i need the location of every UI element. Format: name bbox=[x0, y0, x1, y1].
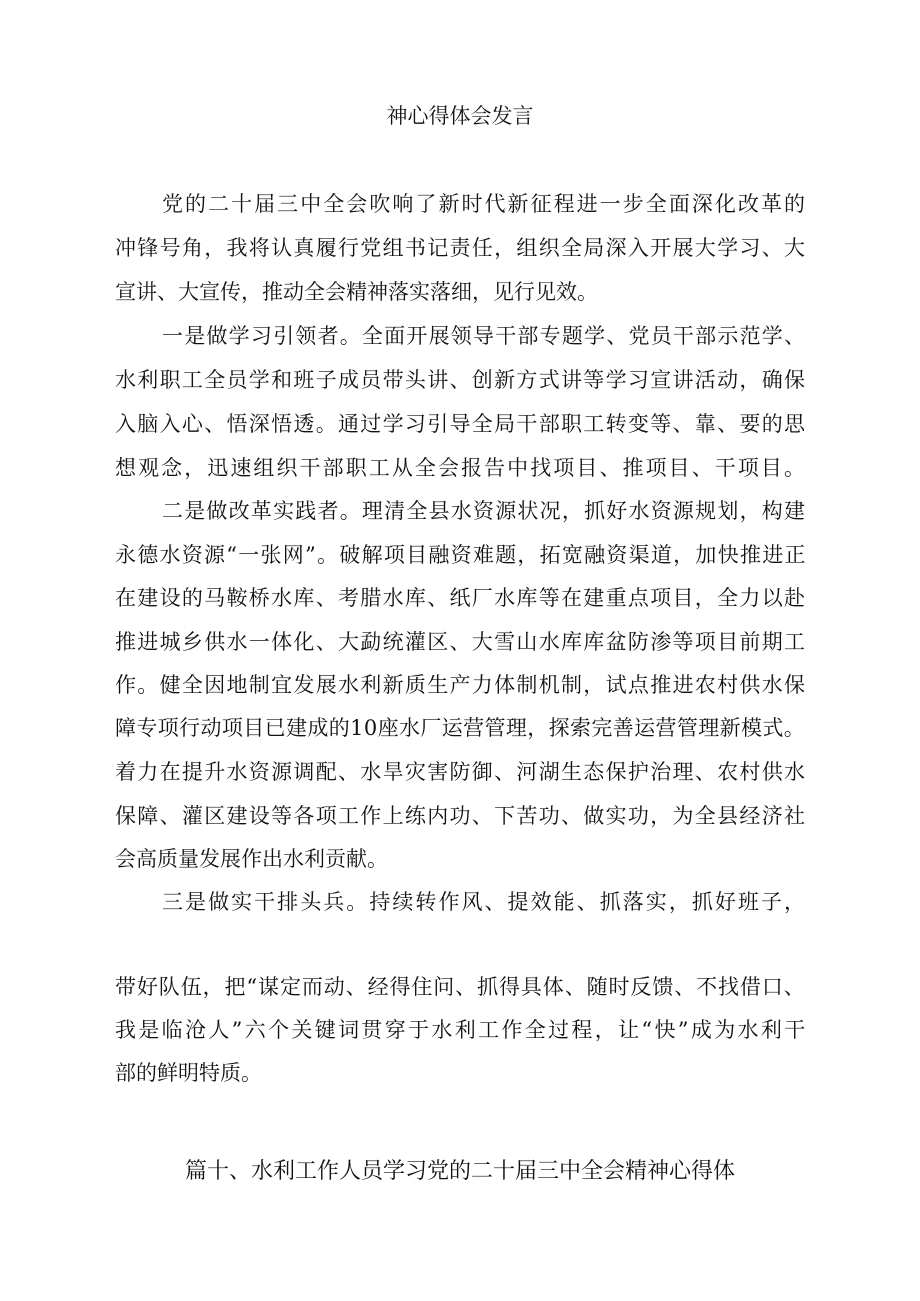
paragraph-1-line-1: 党的二十届三中全会吹响了新时代新征程进一步全面深化改革的 bbox=[162, 192, 808, 216]
paragraph-3-line-2: 永德水资源“一张网”。破解项目融资难题，拓宽融资渠道，加快推进正 bbox=[115, 543, 807, 567]
paragraph-2-line-1: 一是做学习引领者。全面开展领导干部专题学、党员干部示范学、 bbox=[162, 324, 807, 348]
paragraph-3-line-1: 二是做改革实践者。理清全县水资源状况，抓好水资源规划，构建 bbox=[162, 499, 807, 523]
paragraph-5-line-3: 部的鲜明特质。 bbox=[115, 1061, 262, 1085]
paragraph-1-line-3: 宣讲、大宣传，推动全会精神落实落细，见行见效。 bbox=[115, 280, 598, 304]
paragraph-3-line-6: 障专项行动项目已建成的10座水厂运营管理，探索完善运营管理新模式。 bbox=[115, 716, 806, 740]
paragraph-2-line-3: 入脑入心、悟深悟透。通过学习引导全局干部职工转变等、靠、要的思 bbox=[115, 412, 807, 436]
paragraph-1-line-2: 冲锋号角，我将认真履行党组书记责任，组织全局深入开展大学习、大 bbox=[115, 236, 807, 260]
paragraph-2-line-4: 想观念，迅速组织干部职工从全会报告中找项目、推项目、干项目。 bbox=[115, 456, 808, 480]
paragraph-3-line-3: 在建设的马鞍桥水库、考腊水库、纸厂水库等在建重点项目，全力以赴 bbox=[115, 586, 807, 610]
paragraph-2-line-2: 水利职工全员学和班子成员带头讲、创新方式讲等学习宣讲活动，确保 bbox=[115, 368, 807, 392]
paragraph-5-line-2: 我是临沧人”六个关键词贯穿于水利工作全过程，让“快”成为水利干 bbox=[115, 1018, 808, 1042]
next-section-heading: 篇十、水利工作人员学习党的二十届三中全会精神心得体 bbox=[184, 1159, 735, 1184]
paragraph-4-line-1: 三是做实干排头兵。持续转作风、提效能、抓落实，抓好班子， bbox=[162, 890, 808, 914]
paragraph-3-line-8: 保障、灌区建设等各项工作上练内功、下苦功、做实功，为全县经济社 bbox=[115, 804, 807, 828]
paragraph-3-line-4: 推进城乡供水一体化、大勐统灌区、大雪山水库库盆防渗等项目前期工 bbox=[115, 630, 807, 654]
document-title: 神心得体会发言 bbox=[386, 104, 534, 128]
paragraph-5-line-1: 带好队伍，把“谋定而动、经得住问、抓得具体、随时反馈、不找借口、 bbox=[115, 975, 806, 999]
paragraph-3-line-7: 着力在提升水资源调配、水旱灾害防御、河湖生态保护治理、农村供水 bbox=[115, 760, 807, 784]
paragraph-3-line-5: 作。健全因地制宜发展水利新质生产力体制机制，试点推进农村供水保 bbox=[115, 673, 807, 697]
paragraph-3-line-9: 会高质量发展作出水利贡献。 bbox=[115, 847, 388, 871]
